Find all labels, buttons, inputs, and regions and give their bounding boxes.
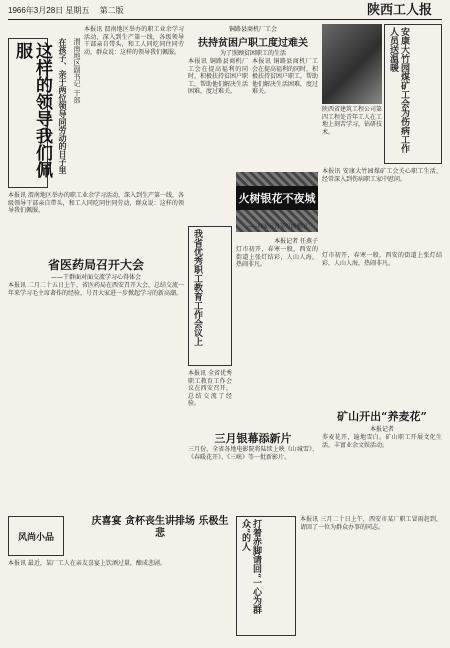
center-body-col1: 本报讯 铜路县商机厂工会在提高福利的同时，积极扶持贫困户职工，帮助他们解决生活困难，度过难关。 xyxy=(188,58,249,95)
film-title: 三月银幕添新片 xyxy=(214,432,292,445)
lantern-body-col1: 灯市初开，春寒一般，西安的街道上张灯结彩，人山人海，热闹非凡。 xyxy=(236,246,318,268)
feature-label-text: 风尚小品 xyxy=(17,532,54,543)
film-body: 三月份，全省各地电影院将陆续上映《山城雪》、《春暖花开》、《三峡》等一批新影片。 xyxy=(188,446,318,461)
lantern-body-col2: 灯市初开，春寒一般，西安的街道上张灯结彩，人山人海，热闹非凡。 xyxy=(322,252,442,267)
center-mid-body: 本报讯 全省优秀职工教育工作会议在西安召开，总结交流了经验。 xyxy=(188,370,232,407)
left-article-body: 本报讯 渭南地区举办的职工业余学习活动，深入到生产第一线，各级领导干部亲自带头，和工人同吃同住同劳动，群众说：这样的领导我们佩服。 xyxy=(84,26,184,56)
center-body-col2: 本报讯 铜路县商机厂工会在提高福利的同时，积极扶持贫困户职工，帮助他们解决生活困难，度过难关。 xyxy=(252,58,319,95)
center-title: 扶持贫困户职工度过难关 xyxy=(198,38,308,49)
header-rule xyxy=(8,19,442,20)
left-mid-subtitle: ——干群面对面交流学习心得体会 xyxy=(50,274,141,281)
center-mid-box xyxy=(188,226,232,366)
banquet-body: 本报讯 最近，某厂工人在亲友喜宴上饮酒过量，酿成悲剧。 xyxy=(8,560,166,567)
lantern-banner xyxy=(236,186,318,210)
right-headline-box xyxy=(384,24,442,164)
left-kicker: 在孩子、亲于两位领导同劳动的日子里 xyxy=(58,38,68,174)
lantern-banner-subtitle: ——西安元宵节灯展侧记 xyxy=(246,224,308,230)
mine-title: 矿山开出“养麦花” xyxy=(337,410,427,423)
center-mid-title: 我省优秀职工教育工作会议上 xyxy=(192,229,202,346)
left-mid-body: 本报讯 二月二十五日上午，省医药局在西安召开大会，总结交流一年来学习毛主席著作的经验，号召大家进一步掀起学习的新高潮。 xyxy=(8,282,184,297)
barefoot-body: 本报讯 三月二十日上午，西安市某厂职工冒雨赶到，请回了一位为群众办事的同志。 xyxy=(300,516,442,531)
center-sub: 为了照顾贫困职工的生活 xyxy=(219,50,286,57)
left-headline-box xyxy=(8,38,52,188)
mine-body: 荞麦花开，遍地雪白。矿山职工开展文化生活，丰富业余文娱活动。 xyxy=(322,434,442,449)
page-number: 第二版 xyxy=(99,6,124,15)
banquet-title: 庆喜宴 贪杯丧生讲排场 乐极生悲 xyxy=(91,516,229,539)
lantern-byline: 本报记者 任燕子 xyxy=(274,238,318,245)
page-header xyxy=(8,4,442,18)
left-headline: 这样的领导我们佩服 xyxy=(12,42,52,178)
mine-byline: 本报记者 xyxy=(369,426,394,433)
left-article-continued: 本报讯 渭南地区举办的职工业余学习活动，深入到生产第一线，各级领导干部亲自带头，和工人同吃同住同劳动，群众说：这样的领导我们佩服。 xyxy=(8,192,184,214)
masthead: 陕西工人报 xyxy=(366,3,432,18)
worker-photo xyxy=(322,24,382,104)
barefoot-title: 打着赤脚请回“一心为群众”的人 xyxy=(240,519,261,615)
photo-caption: 陕西省建筑工程公司第四工程处青年工人在工地上刻苦学习，钻研技术。 xyxy=(322,106,383,136)
center-kicker: 铜路县商机厂工会 xyxy=(228,26,277,33)
issue-date: 1966年3月28日 星期五 xyxy=(8,6,90,15)
left-byline: 渭南地区副书记 干部 xyxy=(73,38,81,104)
lantern-banner-title: 火树银花不夜城 xyxy=(238,192,316,205)
right-top-body: 本报讯 安康大竹园煤矿工会关心职工生活，经常深入到伤病职工家中慰问。 xyxy=(322,168,442,183)
feature-label xyxy=(8,516,64,556)
right-headline: 安康大竹园煤矿工会为伤病工作人员送温暖 xyxy=(388,27,409,153)
left-mid-title: 省医药局召开大会 xyxy=(47,258,144,272)
barefoot-title-box xyxy=(236,516,296,636)
